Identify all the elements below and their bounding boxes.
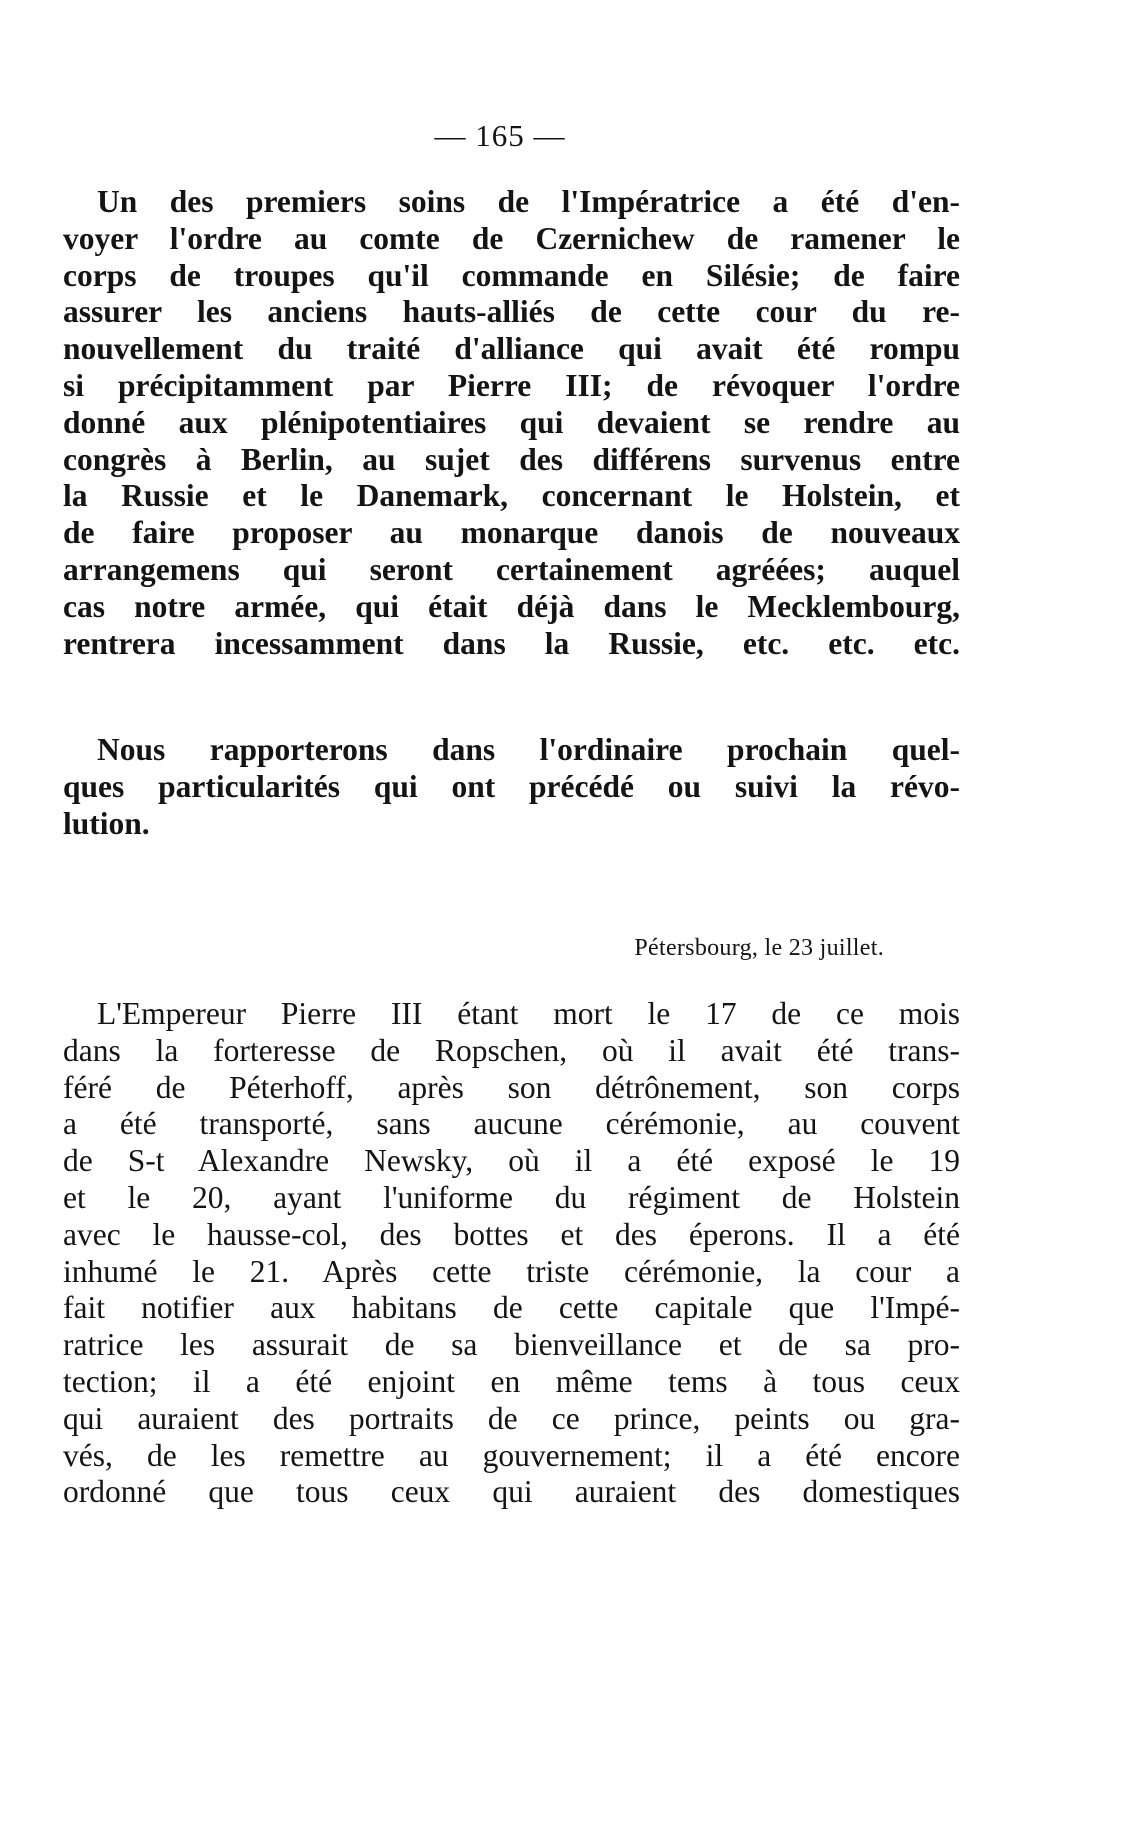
text-line: ratrice les assurait de sa bienveillance et de sa pro-	[63, 1327, 960, 1363]
text-line: inhumé le 21. Après cette triste cérémonie, la cour a	[63, 1253, 960, 1289]
text-line: tection; il a été enjoint en même tems à tous ceux	[63, 1363, 960, 1399]
paragraph-imperatrice-orders	[63, 184, 960, 662]
text-line: vés, de les remettre au gouvernement; il a été encore	[63, 1437, 960, 1473]
text-line: assurer les anciens hauts-alliés de cette cour du re-	[63, 294, 960, 330]
text-line: corps de troupes qu'il commande en Silésie; de faire	[63, 257, 960, 293]
text-line: ques particularités qui ont précédé ou suivi la révo-	[63, 768, 960, 804]
page-number: — 165 —	[434, 118, 566, 153]
text-line: cas notre armée, qui était déjà dans le Mecklembourg,	[63, 588, 960, 624]
text-line: féré de Péterhoff, après son détrônement, son corps	[63, 1069, 960, 1105]
text-line: voyer l'ordre au comte de Czernichew de ramener le	[63, 220, 960, 256]
text-line: fait notifier aux habitans de cette capitale que l'Impé-	[63, 1290, 960, 1326]
text-line: de S-t Alexandre Newsky, où il a été exposé le 19	[63, 1143, 960, 1179]
text-line: Un des premiers soins de l'Impératrice a été d'en-	[97, 184, 960, 219]
text-line: nouvellement du traité d'alliance qui avait été rompu	[63, 331, 960, 367]
text-line: a été transporté, sans aucune cérémonie, au couvent	[63, 1106, 960, 1142]
text-line: ordonné que tous ceux qui auraient des domestiques	[63, 1474, 960, 1510]
text-line: si précipitamment par Pierre III; de révoquer l'ordre	[63, 367, 960, 403]
text-line: avec le hausse-col, des bottes et des éperons. Il a été	[63, 1216, 960, 1252]
text-line: et le 20, ayant l'uniforme du régiment de Holstein	[63, 1179, 960, 1215]
paragraph-report-notice	[63, 732, 960, 842]
text-line: qui auraient des portraits de ce prince, peints ou gra-	[63, 1400, 960, 1436]
text-line: arrangemens qui seront certainement agréées; auquel	[63, 551, 960, 587]
text-line: donné aux plénipotentiaires qui devaient se rendre au	[63, 404, 960, 440]
text-line: rentrera incessamment dans la Russie, etc. etc. etc.	[63, 625, 960, 661]
text-line: dans la forteresse de Ropschen, où il avait été trans-	[63, 1032, 960, 1068]
text-line: Nous rapporterons dans l'ordinaire prochain quel-	[97, 732, 960, 767]
dateline: Pétersbourg, le 23 juillet.	[634, 935, 884, 961]
text-line: L'Empereur Pierre III étant mort le 17 de ce mois	[97, 996, 960, 1031]
paragraph-pierre-death	[63, 996, 960, 1511]
text-line: congrès à Berlin, au sujet des différens survenus entre	[63, 441, 960, 477]
text-line: de faire proposer au monarque danois de nouveaux	[63, 515, 960, 551]
text-line: lution.	[63, 805, 150, 841]
text-line: la Russie et le Danemark, concernant le Holstein, et	[63, 478, 960, 514]
